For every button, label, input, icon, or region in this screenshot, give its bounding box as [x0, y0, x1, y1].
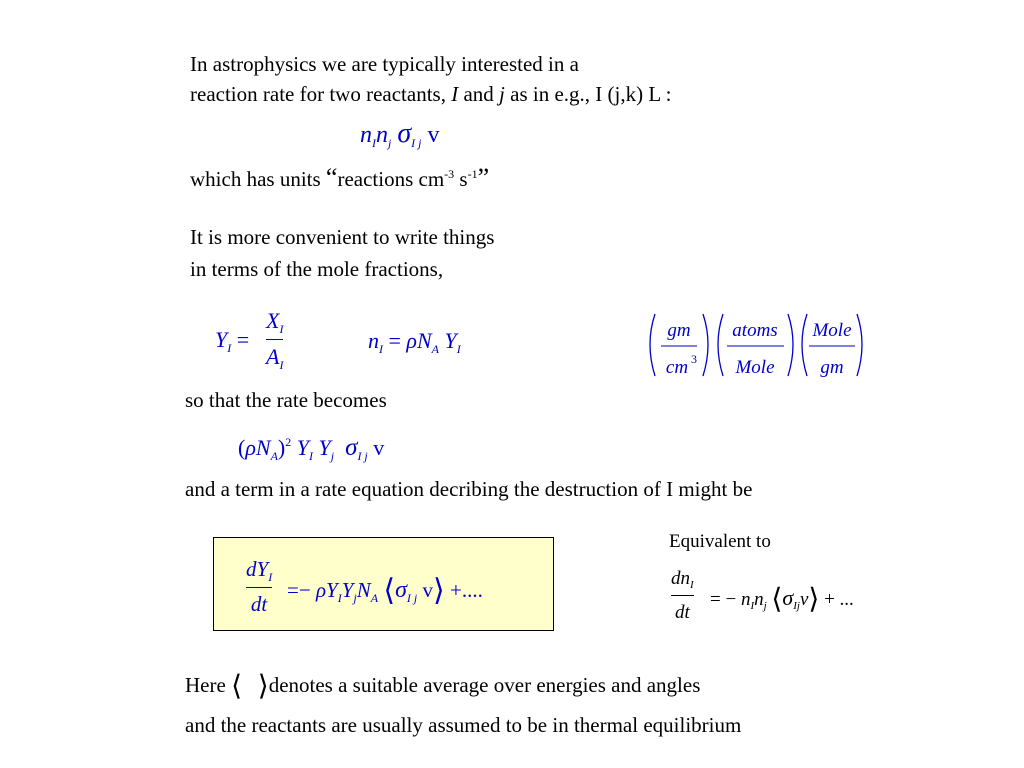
units-close-quote: ” [477, 163, 490, 192]
rate2-sub-I: I [309, 449, 313, 463]
box-equals-minus: =− [287, 578, 311, 602]
so-that-text: so that the rate becomes [185, 388, 387, 412]
box-dt-symbol: dt [250, 592, 268, 616]
equiv-sub-I: I [750, 600, 755, 612]
intro-reactant-I: I [451, 82, 459, 106]
paren-2-right [788, 314, 793, 376]
eq-X-sub: I [279, 322, 284, 336]
eq-n [368, 330, 461, 355]
eq-n-sub-I: I [456, 342, 461, 356]
rate2-v: v [373, 435, 385, 460]
eq-A-symbol: A [266, 344, 280, 369]
rate-molar-expression [238, 435, 384, 462]
box-sigma-sub: I j [406, 591, 418, 605]
unit-num-2: atoms [732, 320, 778, 341]
rate-n1: n [360, 122, 372, 148]
box-v: v [422, 578, 434, 602]
units-reactions: reactions cm [337, 167, 445, 191]
unit-den-2: Mole [735, 357, 775, 378]
box-dY-symbol: dY [246, 557, 269, 581]
footer-here: Here [185, 673, 226, 697]
footer-left-angle: ⟨ [231, 671, 242, 702]
eq-Y-fraction [266, 310, 283, 371]
units-exp-1: -3 [444, 167, 455, 181]
box-Y1: Y [326, 578, 338, 602]
equiv-sigma-sub: Ij [793, 600, 800, 612]
eq-Y-symbol: Y [215, 327, 228, 352]
footer-right-angle: ⟩ [257, 671, 269, 702]
eq-Y-denominator [266, 346, 283, 371]
eq-Y-equals: = [236, 327, 250, 352]
equiv-dn [671, 568, 694, 591]
box-sub-A: A [370, 591, 379, 605]
eq-n-rho: ρ [406, 328, 417, 353]
rate2-close-paren: ) [277, 435, 286, 460]
paren-2-left [718, 314, 723, 376]
box-N: N [356, 578, 371, 602]
rate2-sub-j: j [330, 449, 335, 463]
eq-n-N: N [416, 328, 432, 353]
eq-n-equals: = [388, 328, 401, 353]
intro-line-1: In astrophysics we are typically interested in a [190, 52, 579, 76]
eq-Y-numerator [266, 310, 283, 335]
rate-sigma-sub: I j [411, 136, 422, 150]
rate2-square: 2 [285, 435, 292, 449]
box-right-angle: ⟩ [433, 574, 445, 607]
rate-v: v [427, 122, 440, 148]
unit-den-1-sup: 3 [691, 352, 697, 366]
paren-3-left [802, 314, 807, 376]
equiv-dt-symbol: dt [674, 602, 690, 623]
equiv-equals-minus: = − [710, 589, 737, 610]
rate-n2: n [376, 122, 388, 148]
box-sub-j: j [353, 591, 357, 605]
mole-line-1: It is more convenient to write things [190, 225, 495, 249]
rate2-Y1: Y [296, 435, 309, 460]
eq-n-Y: Y [444, 328, 457, 353]
equiv-fraction-bar [671, 595, 694, 596]
paren-3-right [857, 314, 862, 376]
eq-X-symbol: X [266, 308, 280, 333]
mole-line-2: in terms of the mole fractions, [190, 257, 444, 281]
footer-denotes: denotes a suitable average over energies and angles [268, 673, 701, 697]
rate2-N: N [255, 435, 271, 460]
units-s: s [454, 167, 468, 191]
rate2-sub-A: A [270, 449, 278, 463]
rate2-rho: ρ [245, 435, 256, 460]
units-open-quote: “ [325, 163, 338, 192]
unit-num-1: gm [667, 320, 691, 341]
rate2-Y2: Y [318, 435, 331, 460]
eq-n-symbol: n [368, 328, 379, 353]
paren-1-left [650, 314, 655, 376]
box-sub-I: I [337, 591, 342, 605]
rate-sub-I: I [372, 136, 376, 150]
equiv-dn-symbol: dn [671, 568, 690, 589]
eq-Y-fraction-bar [266, 339, 283, 340]
rate-sigma: σ [397, 118, 412, 149]
equiv-dt [675, 602, 690, 624]
unit-num-3: Mole [812, 320, 852, 341]
equiv-n2: n [754, 589, 764, 610]
unit-den-1: cm [665, 357, 689, 378]
box-dY-sub: I [268, 570, 273, 584]
box-tail: +.... [449, 578, 483, 602]
box-dYdt-fraction [246, 559, 272, 615]
eq-n-sub: I [379, 342, 383, 356]
box-dY [246, 559, 272, 583]
eq-Y-sub: I [227, 341, 232, 355]
intro-line-2-post: as in e.g., I (j,k) L : [504, 82, 672, 106]
intro-reactant-j: j [499, 82, 505, 106]
intro-line-2-pre: reaction rate for two reactants, [190, 82, 452, 106]
equiv-left-angle: ⟨ [771, 584, 783, 615]
footer-line-1 [185, 673, 700, 701]
unit-fractions [645, 310, 875, 382]
equiv-dndt-fraction [671, 568, 694, 624]
rate-sub-j: j [388, 136, 392, 150]
paren-1-right [703, 314, 708, 376]
equiv-tail: + ... [824, 589, 854, 610]
box-fraction-bar [246, 587, 272, 588]
equivalent-label: Equivalent to [669, 531, 771, 552]
rate2-sigma-sub: I j [357, 449, 368, 463]
box-rho: ρ [315, 578, 327, 602]
eq-n-sub-A: A [431, 342, 440, 356]
equiv-sigma: σ [782, 585, 794, 610]
box-left-angle: ⟨ [383, 574, 396, 607]
box-dt [251, 594, 267, 615]
units-pre: which has units [190, 167, 326, 191]
equiv-sub-j: j [763, 600, 767, 612]
intro-line-2 [190, 84, 671, 105]
intro-and: and [458, 82, 500, 106]
rate2-sigma: σ [345, 434, 358, 461]
box-Y2: Y [341, 578, 354, 602]
destruction-text: and a term in a rate equation decribing the destruction of I might be [185, 477, 753, 501]
equiv-right-angle: ⟩ [808, 584, 820, 615]
equiv-v: v [799, 589, 809, 610]
equiv-dn-sub: I [690, 579, 694, 591]
units-exp-2: -1 [467, 167, 478, 181]
unit-den-3: gm [820, 357, 844, 378]
eq-A-sub: I [279, 358, 284, 372]
equiv-n1: n [740, 589, 751, 610]
box-sigma: σ [395, 577, 407, 603]
box-rhs [287, 576, 483, 606]
equiv-rhs [710, 586, 854, 614]
rate-expression [360, 120, 440, 149]
rate2-open-paren: ( [238, 435, 246, 460]
eq-Y-lhs [215, 329, 249, 354]
units-line [190, 165, 489, 191]
footer-line-2: and the reactants are usually assumed to be in thermal equilibrium [185, 713, 742, 737]
